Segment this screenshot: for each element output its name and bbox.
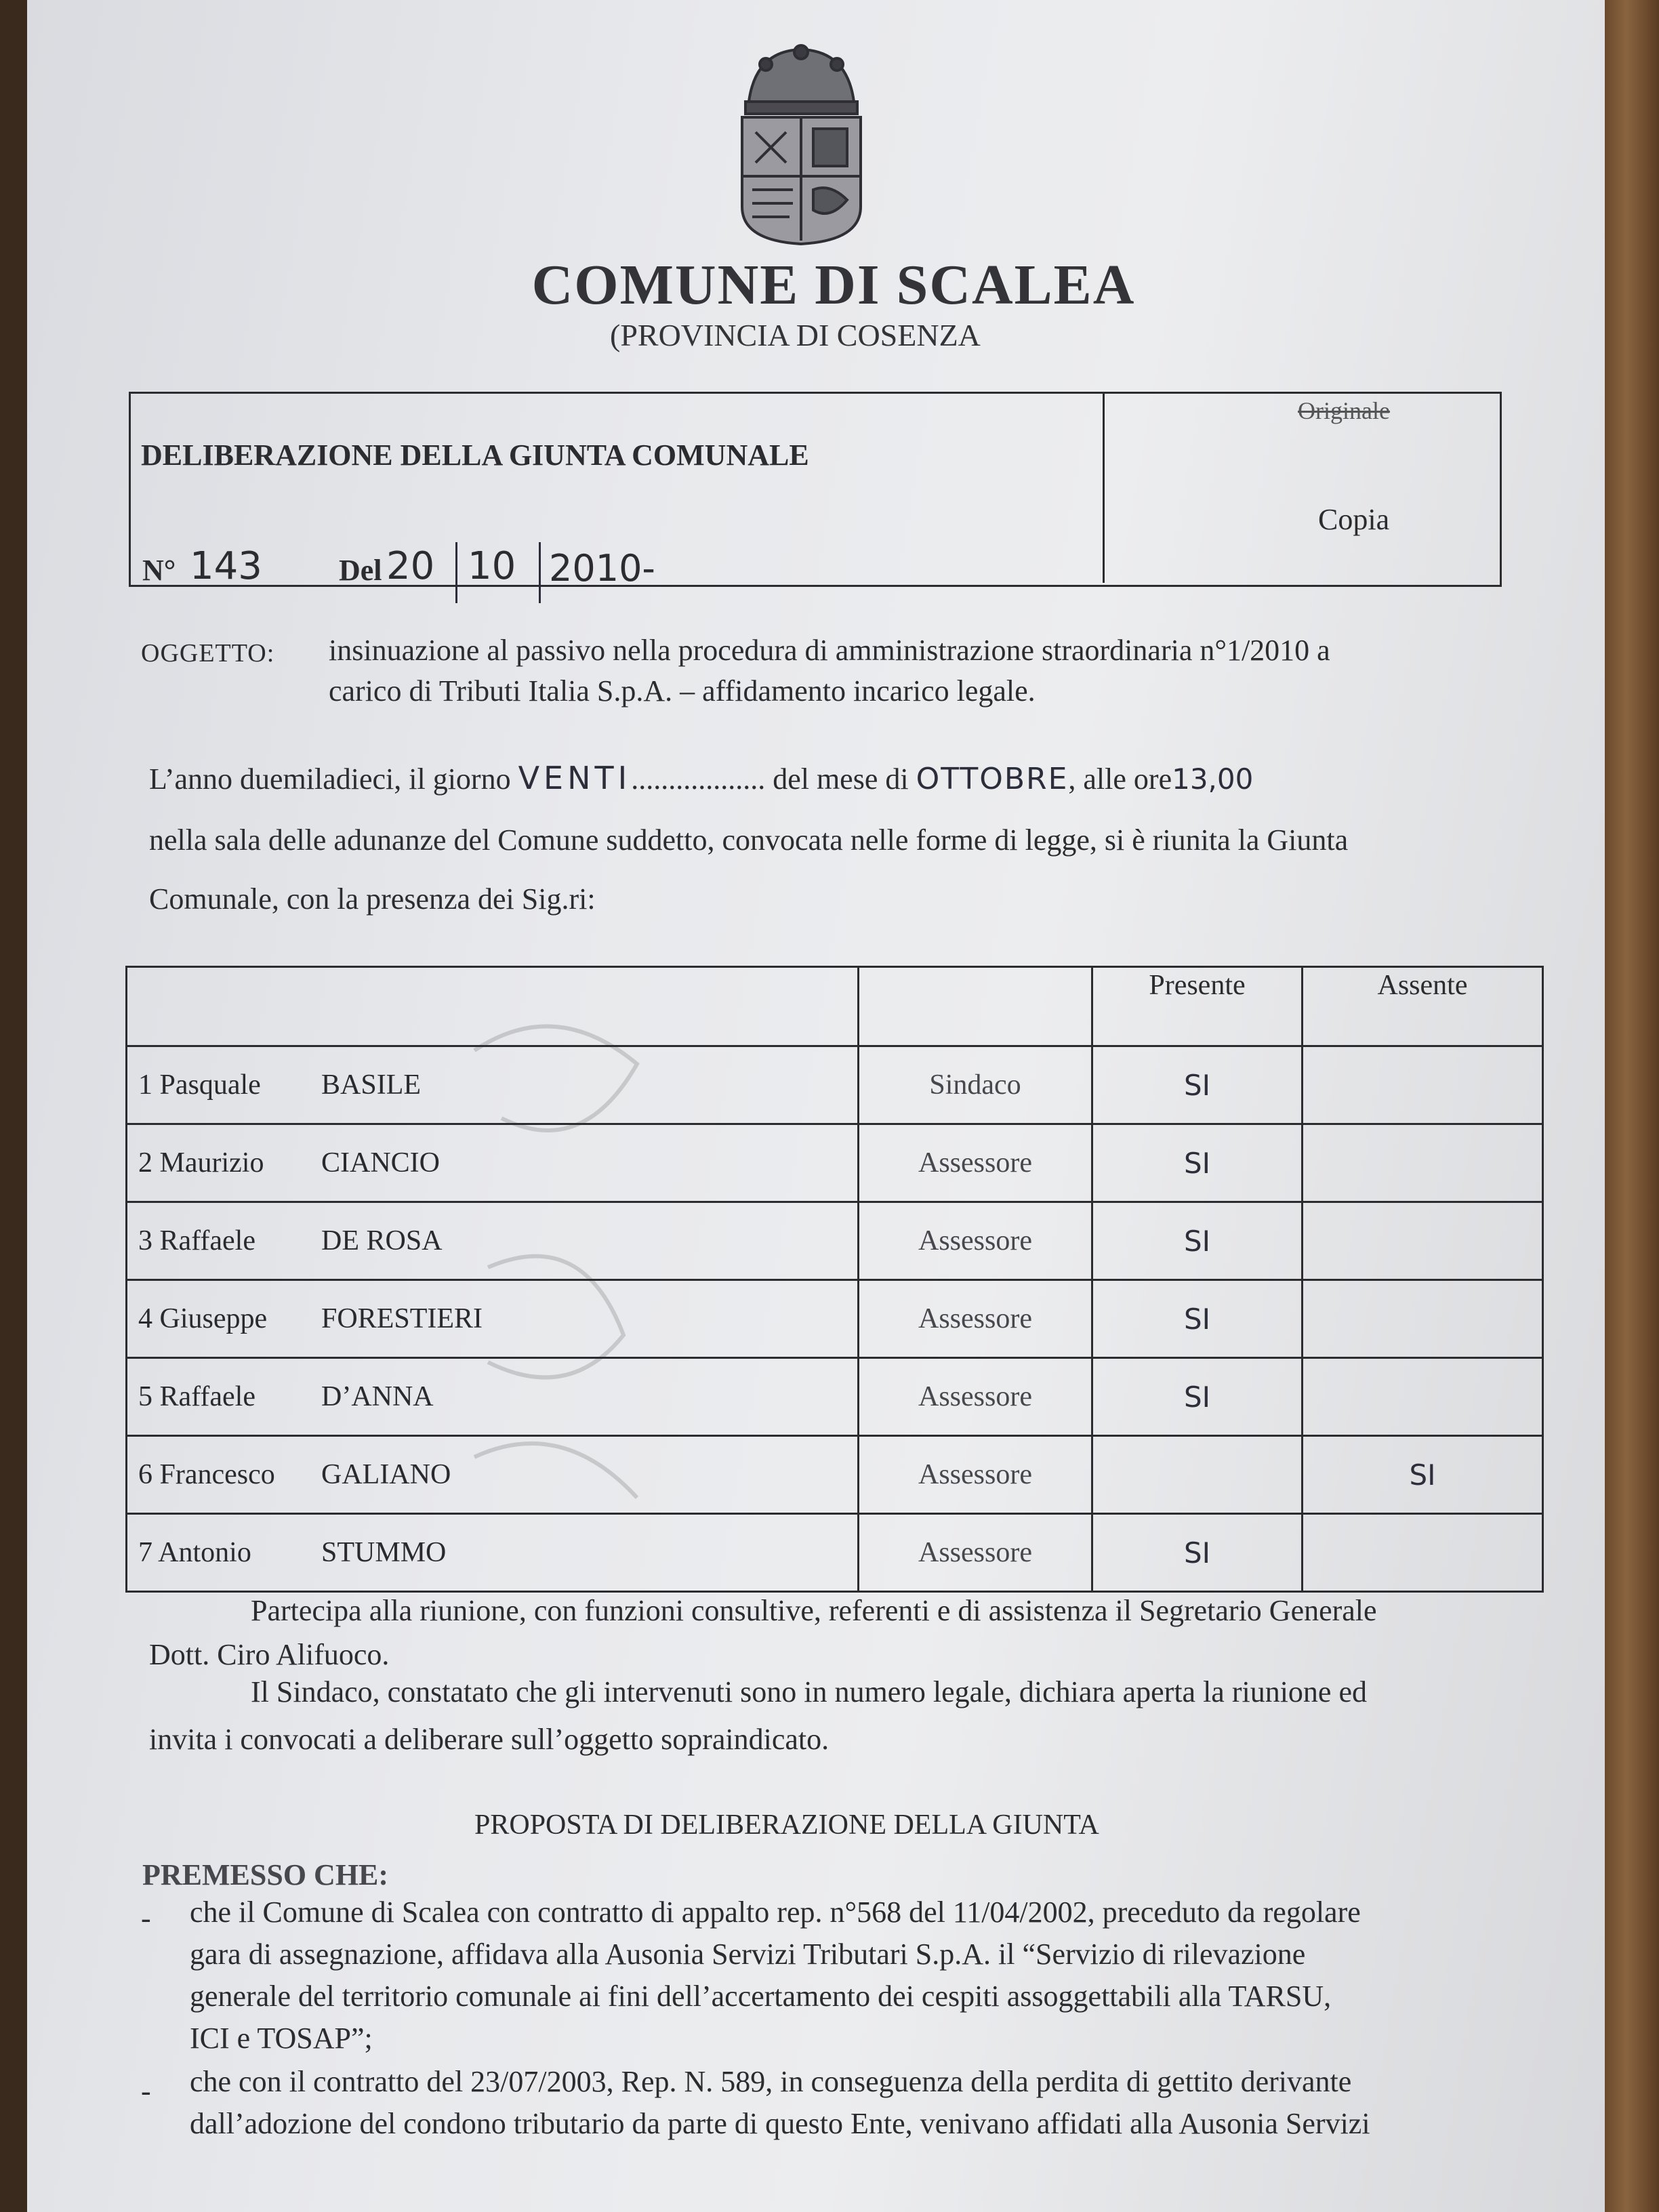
- member-absent-mark: [1303, 1124, 1543, 1202]
- member-row: [127, 1280, 1543, 1358]
- member-present-mark: SI: [1092, 1280, 1303, 1358]
- document-page: [27, 0, 1606, 2212]
- member-absent-mark: [1303, 1202, 1543, 1280]
- province-subtitle: (PROVINCIA DI COSENZA: [610, 318, 981, 352]
- date-year-handwritten: 2010-: [549, 547, 655, 590]
- member-role: Assessore: [859, 1202, 1092, 1280]
- member-role: Assessore: [859, 1514, 1092, 1592]
- member-role: Assessore: [859, 1436, 1092, 1514]
- member-last-name: D’ANNA: [321, 1381, 434, 1412]
- intro-time-label: , alle ore: [1068, 762, 1172, 796]
- member-role: Assessore: [859, 1124, 1092, 1202]
- intro-line-2: nella sala delle adunanze del Comune suddetto, convocata nelle forme di legge, si è riunita la Giunta: [149, 823, 1349, 857]
- intro-dots: ..................: [631, 762, 766, 796]
- member-present-mark: SI: [1092, 1046, 1303, 1124]
- number-label: N°: [142, 554, 176, 587]
- municipality-title: COMUNE DI SCALEA: [531, 253, 1136, 316]
- date-day-handwritten: 20: [386, 544, 435, 588]
- paragraph-2-line-1: Il Sindaco, constatato che gli intervenuti sono in numero legale, dichiara aperta la riunione ed: [251, 1675, 1367, 1708]
- intro-month-label: del mese di: [765, 762, 916, 796]
- original-label-struck: Originale: [1298, 397, 1390, 424]
- member-role: Sindaco: [859, 1046, 1092, 1124]
- member-absent-mark: [1303, 1280, 1543, 1358]
- subject-line-2: carico di Tributi Italia S.p.A. – affidamento incarico legale.: [329, 674, 1036, 708]
- deliberation-header-box: [129, 392, 1502, 590]
- date-month-handwritten: 10: [468, 544, 516, 588]
- premesso-heading: PREMESSO CHE:: [142, 1858, 389, 1891]
- copy-label: Copia: [1318, 503, 1390, 536]
- bullet-dash-2: -: [141, 2074, 151, 2108]
- header-absent: Assente: [1303, 967, 1543, 1046]
- day-handwritten: VENTI: [518, 760, 632, 796]
- box-divider: [1103, 392, 1105, 583]
- member-row: [127, 1514, 1543, 1592]
- member-first-name: 6 Francesco: [138, 1459, 275, 1490]
- bullet-1-line-3: generale del territorio comunale ai fini dell’accertamento dei cespiti assoggettabili alla TARSU,: [190, 1980, 1332, 2013]
- member-first-name: 4 Giuseppe: [138, 1303, 268, 1334]
- member-role: Assessore: [859, 1358, 1092, 1436]
- member-last-name: FORESTIERI: [321, 1303, 483, 1334]
- intro-line-1: [149, 762, 1253, 794]
- member-last-name: GALIANO: [321, 1459, 451, 1490]
- time-handwritten: 13,00: [1172, 762, 1254, 796]
- bullet-2-line-2: dall’adozione del condono tributario da parte di questo Ente, venivano affidati alla Ausonia Servizi: [190, 2107, 1370, 2140]
- date-label: Del: [339, 554, 382, 587]
- member-first-name: 2 Maurizio: [138, 1147, 264, 1179]
- intro-prefix: L’anno duemiladieci, il giorno: [149, 762, 518, 796]
- paragraph-1-line-1: Partecipa alla riunione, con funzioni consultive, referenti e di assistenza il Segretario Generale: [251, 1594, 1377, 1627]
- member-first-name: 7 Antonio: [138, 1537, 251, 1568]
- subject-label: OGGETTO:: [141, 639, 275, 668]
- coat-of-arms-emblem: [729, 37, 874, 247]
- member-present-mark: SI: [1092, 1124, 1303, 1202]
- member-row: [127, 1124, 1543, 1202]
- date-separator-1: [455, 542, 457, 603]
- member-first-name: 1 Pasquale: [138, 1069, 261, 1101]
- members-table: [125, 966, 1544, 1593]
- member-present-mark: SI: [1092, 1514, 1303, 1592]
- bullet-2-line-1: che con il contratto del 23/07/2003, Rep. N. 589, in conseguenza della perdita di gettito derivante: [190, 2065, 1352, 2098]
- member-last-name: DE ROSA: [321, 1225, 443, 1256]
- bullet-1-line-4: ICI e TOSAP”;: [190, 2022, 373, 2055]
- member-row: [127, 1358, 1543, 1436]
- member-row: [127, 1436, 1543, 1514]
- bullet-1-line-1: che il Comune di Scalea con contratto di appalto rep. n°568 del 11/04/2002, preceduto da regolare: [190, 1896, 1361, 1929]
- member-first-name: 5 Raffaele: [138, 1381, 255, 1412]
- date-separator-2: [539, 542, 541, 603]
- intro-line-3: Comunale, con la presenza dei Sig.ri:: [149, 882, 596, 916]
- proposal-heading: PROPOSTA DI DELIBERAZIONE DELLA GIUNTA: [474, 1809, 1099, 1841]
- member-absent-mark: [1303, 1046, 1543, 1124]
- number-value-handwritten: 143: [190, 544, 262, 588]
- member-absent-mark: [1303, 1358, 1543, 1436]
- desk-background: [1605, 0, 1659, 2212]
- month-handwritten: OTTOBRE: [916, 762, 1069, 796]
- member-row: [127, 1046, 1543, 1124]
- bullet-1-line-2: gara di assegnazione, affidava alla Ausonia Servizi Tributari S.p.A. il “Servizio di rilevazione: [190, 1938, 1306, 1971]
- document-type: DELIBERAZIONE DELLA GIUNTA COMUNALE: [141, 438, 809, 472]
- member-absent-mark: [1303, 1514, 1543, 1592]
- faded-stamp-mark: [447, 983, 664, 1538]
- member-last-name: CIANCIO: [321, 1147, 440, 1179]
- member-present-mark: [1092, 1436, 1303, 1514]
- member-row: [127, 1202, 1543, 1280]
- members-table-body: [127, 967, 1543, 1592]
- paragraph-1-line-2: Dott. Ciro Alifuoco.: [149, 1638, 390, 1671]
- member-absent-mark: SI: [1303, 1436, 1543, 1514]
- member-last-name: BASILE: [321, 1069, 421, 1101]
- member-first-name: 3 Raffaele: [138, 1225, 255, 1256]
- member-present-mark: SI: [1092, 1358, 1303, 1436]
- paragraph-2-line-2: invita i convocati a deliberare sull’oggetto sopraindicato.: [149, 1723, 830, 1756]
- header-present: Presente: [1092, 967, 1303, 1046]
- table-header-row: [127, 967, 1543, 1046]
- subject-line-1: insinuazione al passivo nella procedura di amministrazione straordinaria n°1/2010 a: [329, 634, 1330, 667]
- member-last-name: STUMMO: [321, 1537, 447, 1568]
- member-present-mark: SI: [1092, 1202, 1303, 1280]
- bullet-dash-1: -: [141, 1902, 151, 1935]
- member-role: Assessore: [859, 1280, 1092, 1358]
